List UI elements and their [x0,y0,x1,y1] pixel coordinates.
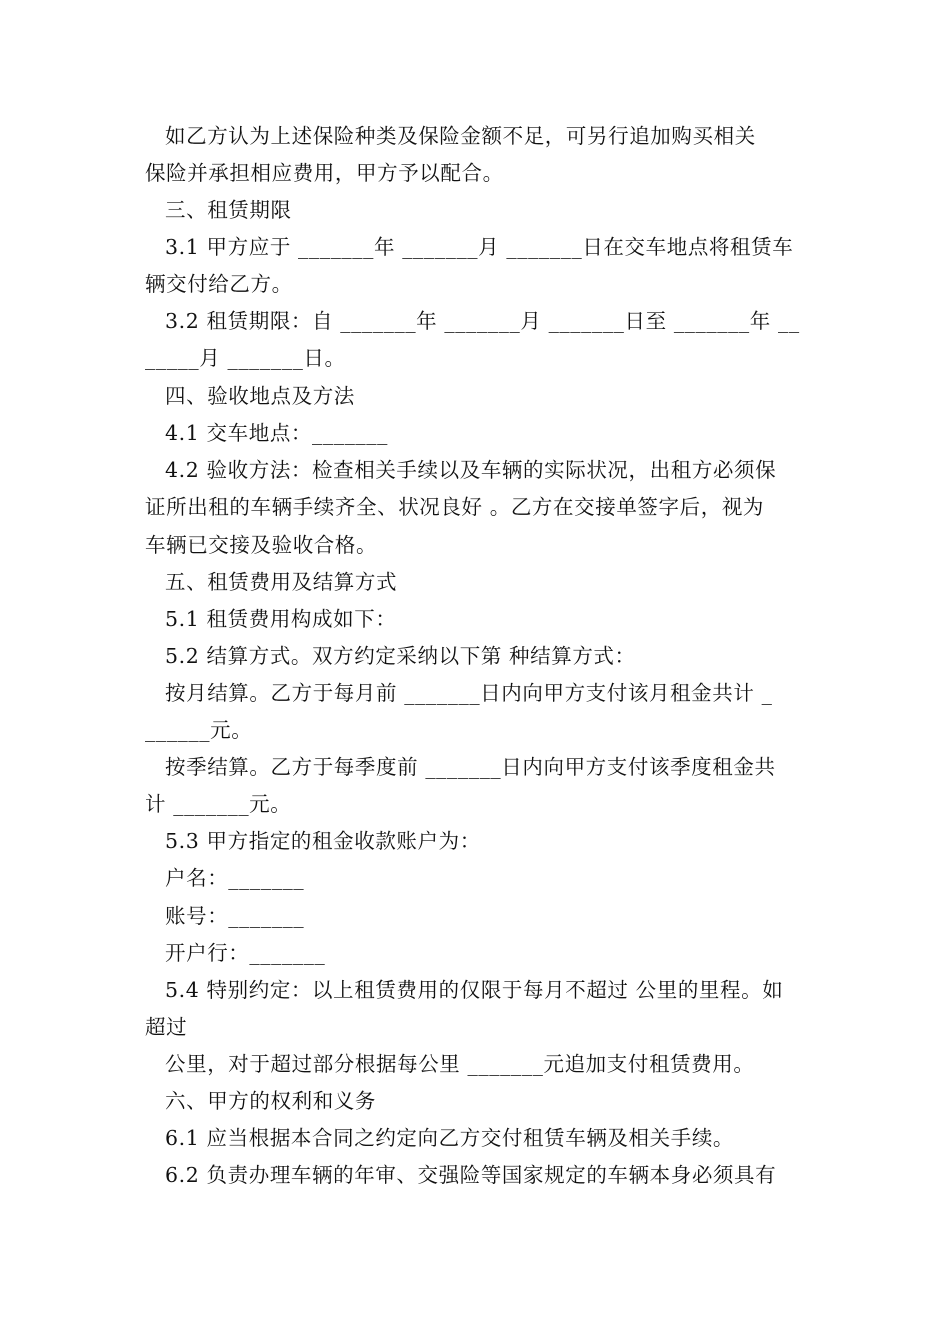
text-line: 公里，对于超过部分根据每公里 _______元追加支付租赁费用。 [165,1052,755,1076]
text-line: 辆交付给乙方。 [145,272,293,296]
text-line: 6.2 负责办理车辆的年审、交强险等国家规定的车辆本身必须具有 [165,1163,777,1187]
text-line: 户名：_______ [165,866,305,890]
section-heading: 五、租赁费用及结算方式 [165,570,398,594]
text-line: 5.2 结算方式。双方约定采纳以下第 种结算方式： [165,644,636,668]
text-line: 5.4 特别约定：以上租赁费用的仅限于每月不超过 公里的里程。如 [165,978,784,1002]
text-line: 按月结算。乙方于每月前 _______日内向甲方支付该月租金共计 _ [165,681,773,705]
text-line: 如乙方认为上述保险种类及保险金额不足，可另行追加购买相关 [165,124,756,148]
text-line: 按季结算。乙方于每季度前 _______日内向甲方支付该季度租金共 [165,755,776,779]
text-line: 3.2 租赁期限：自 _______年 _______月 _______日至 _______年 __ [165,309,800,333]
section-heading: 四、验收地点及方法 [165,384,355,408]
text-line: _____月 _______日。 [145,346,346,370]
text-line: 账号：_______ [165,904,305,928]
text-line: 3.1 甲方应于 _______年 _______月 _______日在交车地点将租赁车 [165,235,794,259]
text-line: 5.1 租赁费用构成如下： [165,607,397,631]
text-line: ______元。 [145,718,253,742]
text-line: 6.1 应当根据本合同之约定向乙方交付租赁车辆及相关手续。 [165,1126,735,1150]
text-line: 开户行：_______ [165,941,326,965]
text-line: 4.2 验收方法：检查相关手续以及车辆的实际状况，出租方必须保 [165,458,777,482]
text-line: 5.3 甲方指定的租金收款账户为： [165,829,481,853]
text-line: 车辆已交接及验收合格。 [145,533,378,557]
section-heading: 三、租赁期限 [165,198,292,222]
text-line: 保险并承担相应费用，甲方予以配合。 [145,161,504,185]
section-heading: 六、甲方的权利和义务 [165,1089,376,1113]
text-line: 4.1 交车地点：_______ [165,421,388,445]
text-line: 计 _______元。 [145,792,292,816]
text-line: 证所出租的车辆手续齐全、状况良好 。乙方在交接单签字后，视为 [145,495,765,519]
text-line: 超过 [145,1015,188,1039]
